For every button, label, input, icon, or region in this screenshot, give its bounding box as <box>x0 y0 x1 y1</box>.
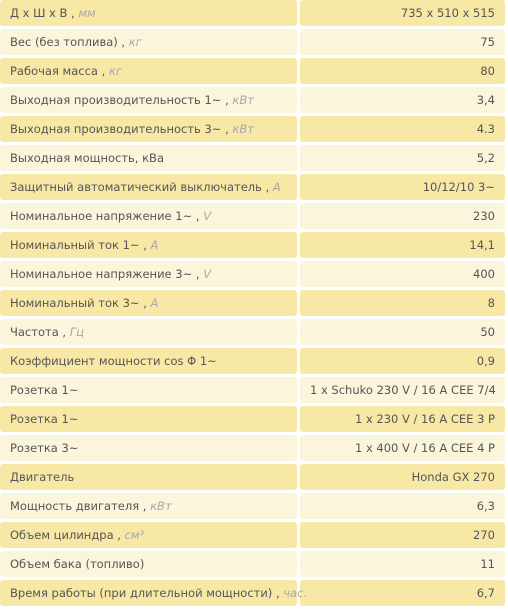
spec-value: 230 <box>300 203 505 229</box>
unit-separator: , <box>139 296 151 310</box>
spec-row <box>0 290 505 316</box>
spec-unit: кг <box>128 35 142 49</box>
spec-row <box>0 493 505 519</box>
spec-value: 4.3 <box>300 116 505 142</box>
spec-name: Розетка 1~ <box>10 412 79 426</box>
spec-name-cell <box>0 522 297 548</box>
spec-name-cell <box>0 29 297 55</box>
spec-unit: кВт <box>232 93 254 107</box>
spec-value: 735 x 510 x 515 <box>300 0 505 26</box>
spec-name-cell <box>0 203 297 229</box>
spec-name-cell <box>0 58 297 84</box>
spec-unit: V <box>203 209 212 223</box>
spec-row <box>0 406 505 432</box>
spec-value: 10/12/10 3~ <box>300 174 505 200</box>
spec-value: 80 <box>300 58 505 84</box>
spec-name: Розетка 1~ <box>10 383 79 397</box>
unit-separator: , <box>117 35 129 49</box>
spec-unit: кВт <box>232 122 254 136</box>
spec-value: 400 <box>300 261 505 287</box>
spec-value: 75 <box>300 29 505 55</box>
spec-unit: A <box>272 180 281 194</box>
spec-name: Вес (без топлива) <box>10 35 118 49</box>
spec-row <box>0 261 505 287</box>
spec-unit: A <box>150 238 159 252</box>
spec-value: 1 x Schuko 230 V / 16 A CEE 7/4 <box>300 377 505 403</box>
spec-value: 1 x 230 V / 16 A CEE 3 P <box>300 406 505 432</box>
spec-name-cell <box>0 290 297 316</box>
unit-separator: , <box>221 122 233 136</box>
spec-value: 0,9 <box>300 348 505 374</box>
spec-row <box>0 0 505 26</box>
spec-name: Розетка 3~ <box>10 441 79 455</box>
spec-value: 6,7 <box>300 580 505 606</box>
spec-value: 5,2 <box>300 145 505 171</box>
spec-row <box>0 116 505 142</box>
spec-row <box>0 87 505 113</box>
unit-separator: , <box>192 209 204 223</box>
spec-row <box>0 145 505 171</box>
spec-name-cell <box>0 232 297 258</box>
unit-separator: , <box>139 499 151 513</box>
spec-value: 14,1 <box>300 232 505 258</box>
spec-row <box>0 29 505 55</box>
spec-unit: A <box>150 296 159 310</box>
spec-name-cell <box>0 319 297 345</box>
unit-separator: , <box>113 528 125 542</box>
spec-value: 8 <box>300 290 505 316</box>
spec-row <box>0 551 505 577</box>
spec-name: Защитный автоматический выключатель <box>10 180 262 194</box>
spec-name: Номинальное напряжение 3~ <box>10 267 193 281</box>
spec-name-cell <box>0 377 297 403</box>
spec-name: Выходная производительность 1~ <box>10 93 222 107</box>
spec-name: Д x Ш x В <box>10 6 68 20</box>
spec-value: 6,3 <box>300 493 505 519</box>
spec-unit: см³ <box>124 528 145 542</box>
unit-separator: , <box>97 64 109 78</box>
spec-unit: кг <box>108 64 122 78</box>
spec-unit: Гц <box>69 325 84 339</box>
spec-row <box>0 232 505 258</box>
spec-unit: V <box>203 267 212 281</box>
spec-name: Двигатель <box>10 470 75 484</box>
spec-unit: кВт <box>150 499 172 513</box>
spec-row <box>0 377 505 403</box>
spec-name-cell <box>0 464 297 490</box>
unit-separator: , <box>221 93 233 107</box>
spec-name: Объем бака (топливо) <box>10 557 145 571</box>
spec-unit: час. <box>283 586 308 600</box>
spec-row <box>0 435 505 461</box>
spec-name: Объем цилиндра <box>10 528 114 542</box>
spec-name-cell <box>0 87 297 113</box>
unit-separator: , <box>58 325 70 339</box>
spec-value: 50 <box>300 319 505 345</box>
spec-name-cell <box>0 0 297 26</box>
unit-separator: , <box>272 586 284 600</box>
unit-separator: , <box>139 238 151 252</box>
spec-name: Мощность двигателя <box>10 499 140 513</box>
spec-name-cell <box>0 493 297 519</box>
spec-name-cell <box>0 551 297 577</box>
spec-name-cell <box>0 116 297 142</box>
spec-name-cell <box>0 580 308 606</box>
spec-row <box>0 348 505 374</box>
spec-name-cell <box>0 348 297 374</box>
spec-row <box>0 58 505 84</box>
spec-value: 11 <box>300 551 505 577</box>
spec-name: Номинальный ток 1~ <box>10 238 140 252</box>
spec-name: Номинальное напряжение 1~ <box>10 209 193 223</box>
spec-name-cell <box>0 145 297 171</box>
spec-row <box>0 319 505 345</box>
spec-value: Honda GX 270 <box>300 464 505 490</box>
unit-separator: , <box>67 6 79 20</box>
spec-name-cell <box>0 174 297 200</box>
spec-name-cell <box>0 435 297 461</box>
spec-name: Коэффициент мощности cos Φ 1~ <box>10 354 217 368</box>
spec-name-cell <box>0 261 297 287</box>
spec-row <box>0 580 505 606</box>
spec-name: Время работы (при длительной мощности) <box>10 586 273 600</box>
spec-name: Частота <box>10 325 59 339</box>
spec-row <box>0 174 505 200</box>
spec-unit: мм <box>78 6 96 20</box>
spec-name: Номинальный ток 3~ <box>10 296 140 310</box>
spec-row <box>0 203 505 229</box>
spec-row <box>0 522 505 548</box>
spec-value: 1 x 400 V / 16 A CEE 4 P <box>300 435 505 461</box>
spec-name: Рабочая масса <box>10 64 98 78</box>
unit-separator: , <box>261 180 273 194</box>
spec-name: Выходная мощность, кВа <box>10 151 164 165</box>
spec-value: 270 <box>300 522 505 548</box>
spec-value: 3,4 <box>300 87 505 113</box>
unit-separator: , <box>192 267 204 281</box>
spec-name: Выходная производительность 3~ <box>10 122 222 136</box>
spec-name-cell <box>0 406 297 432</box>
spec-row <box>0 464 505 490</box>
